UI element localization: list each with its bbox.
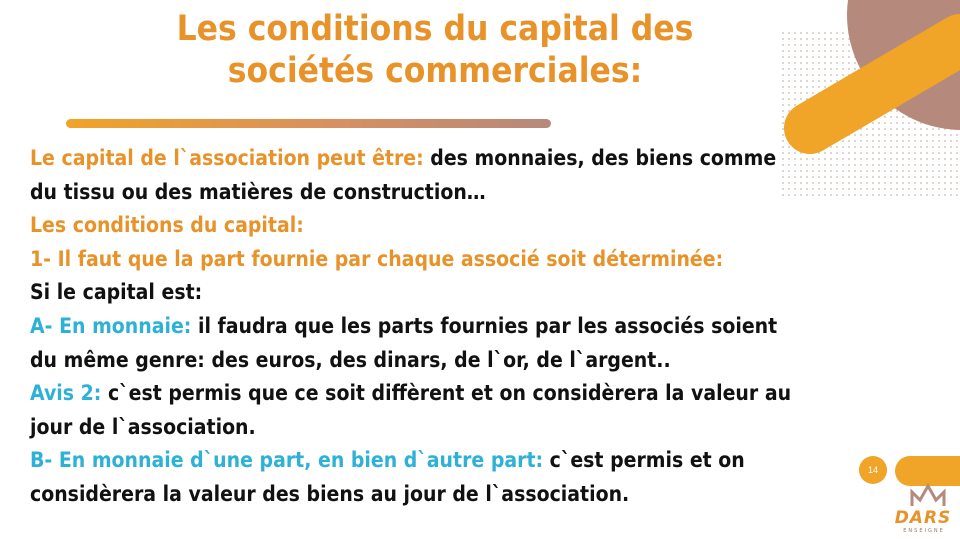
body-line-4: 1- Il faut que la part fournie par chaque associé soit déterminée:: [30, 246, 724, 272]
title-line-2: sociétés commerciales:: [227, 51, 643, 91]
body-line-8: [30, 377, 892, 411]
logo-subtitle: ENSEIGNE: [903, 528, 945, 534]
slide-number-badge: 14: [859, 456, 887, 484]
slide-body: [30, 142, 892, 512]
title-underline-bar: [66, 119, 551, 128]
bottom-bar-shape: [895, 456, 960, 486]
title-line-1: Les conditions du capital des: [176, 9, 694, 49]
label-avis: Avis 2:: [30, 381, 102, 407]
body-line-6: [30, 310, 892, 344]
body-line-9: jour de l`association.: [30, 414, 256, 440]
body-line-11: considèrera la valeur des biens au jour de l`association.: [30, 481, 630, 507]
logo-mark-icon: [912, 486, 944, 506]
body-line-5: Si le capital est:: [30, 280, 203, 306]
label-capital: Le capital de l`association peut être:: [30, 146, 424, 171]
text-monnaie-bien: c`est permis et on: [543, 448, 745, 474]
body-line-10: [30, 444, 892, 478]
logo-name: DARS: [894, 508, 952, 528]
body-line-7: du même genre: des euros, des dinars, de l`or, de l`argent..: [30, 347, 671, 373]
slide-title: [125, 8, 746, 92]
text-avis: c`est permis que ce soit diffèrent et on considèrera la valeur au: [101, 381, 792, 407]
text-capital: des monnaies, des biens comme: [423, 146, 777, 171]
label-monnaie-bien: B- En monnaie d`une part, en bien d`autre part:: [30, 448, 544, 474]
body-line-3: Les conditions du capital:: [30, 213, 304, 239]
body-line-2: du tissu ou des matières de construction…: [30, 179, 486, 205]
text-monnaie: il faudra que les parts fournies par les associés soient: [191, 313, 778, 339]
body-line-1: [30, 142, 892, 176]
label-monnaie: A- En monnaie:: [30, 313, 192, 339]
